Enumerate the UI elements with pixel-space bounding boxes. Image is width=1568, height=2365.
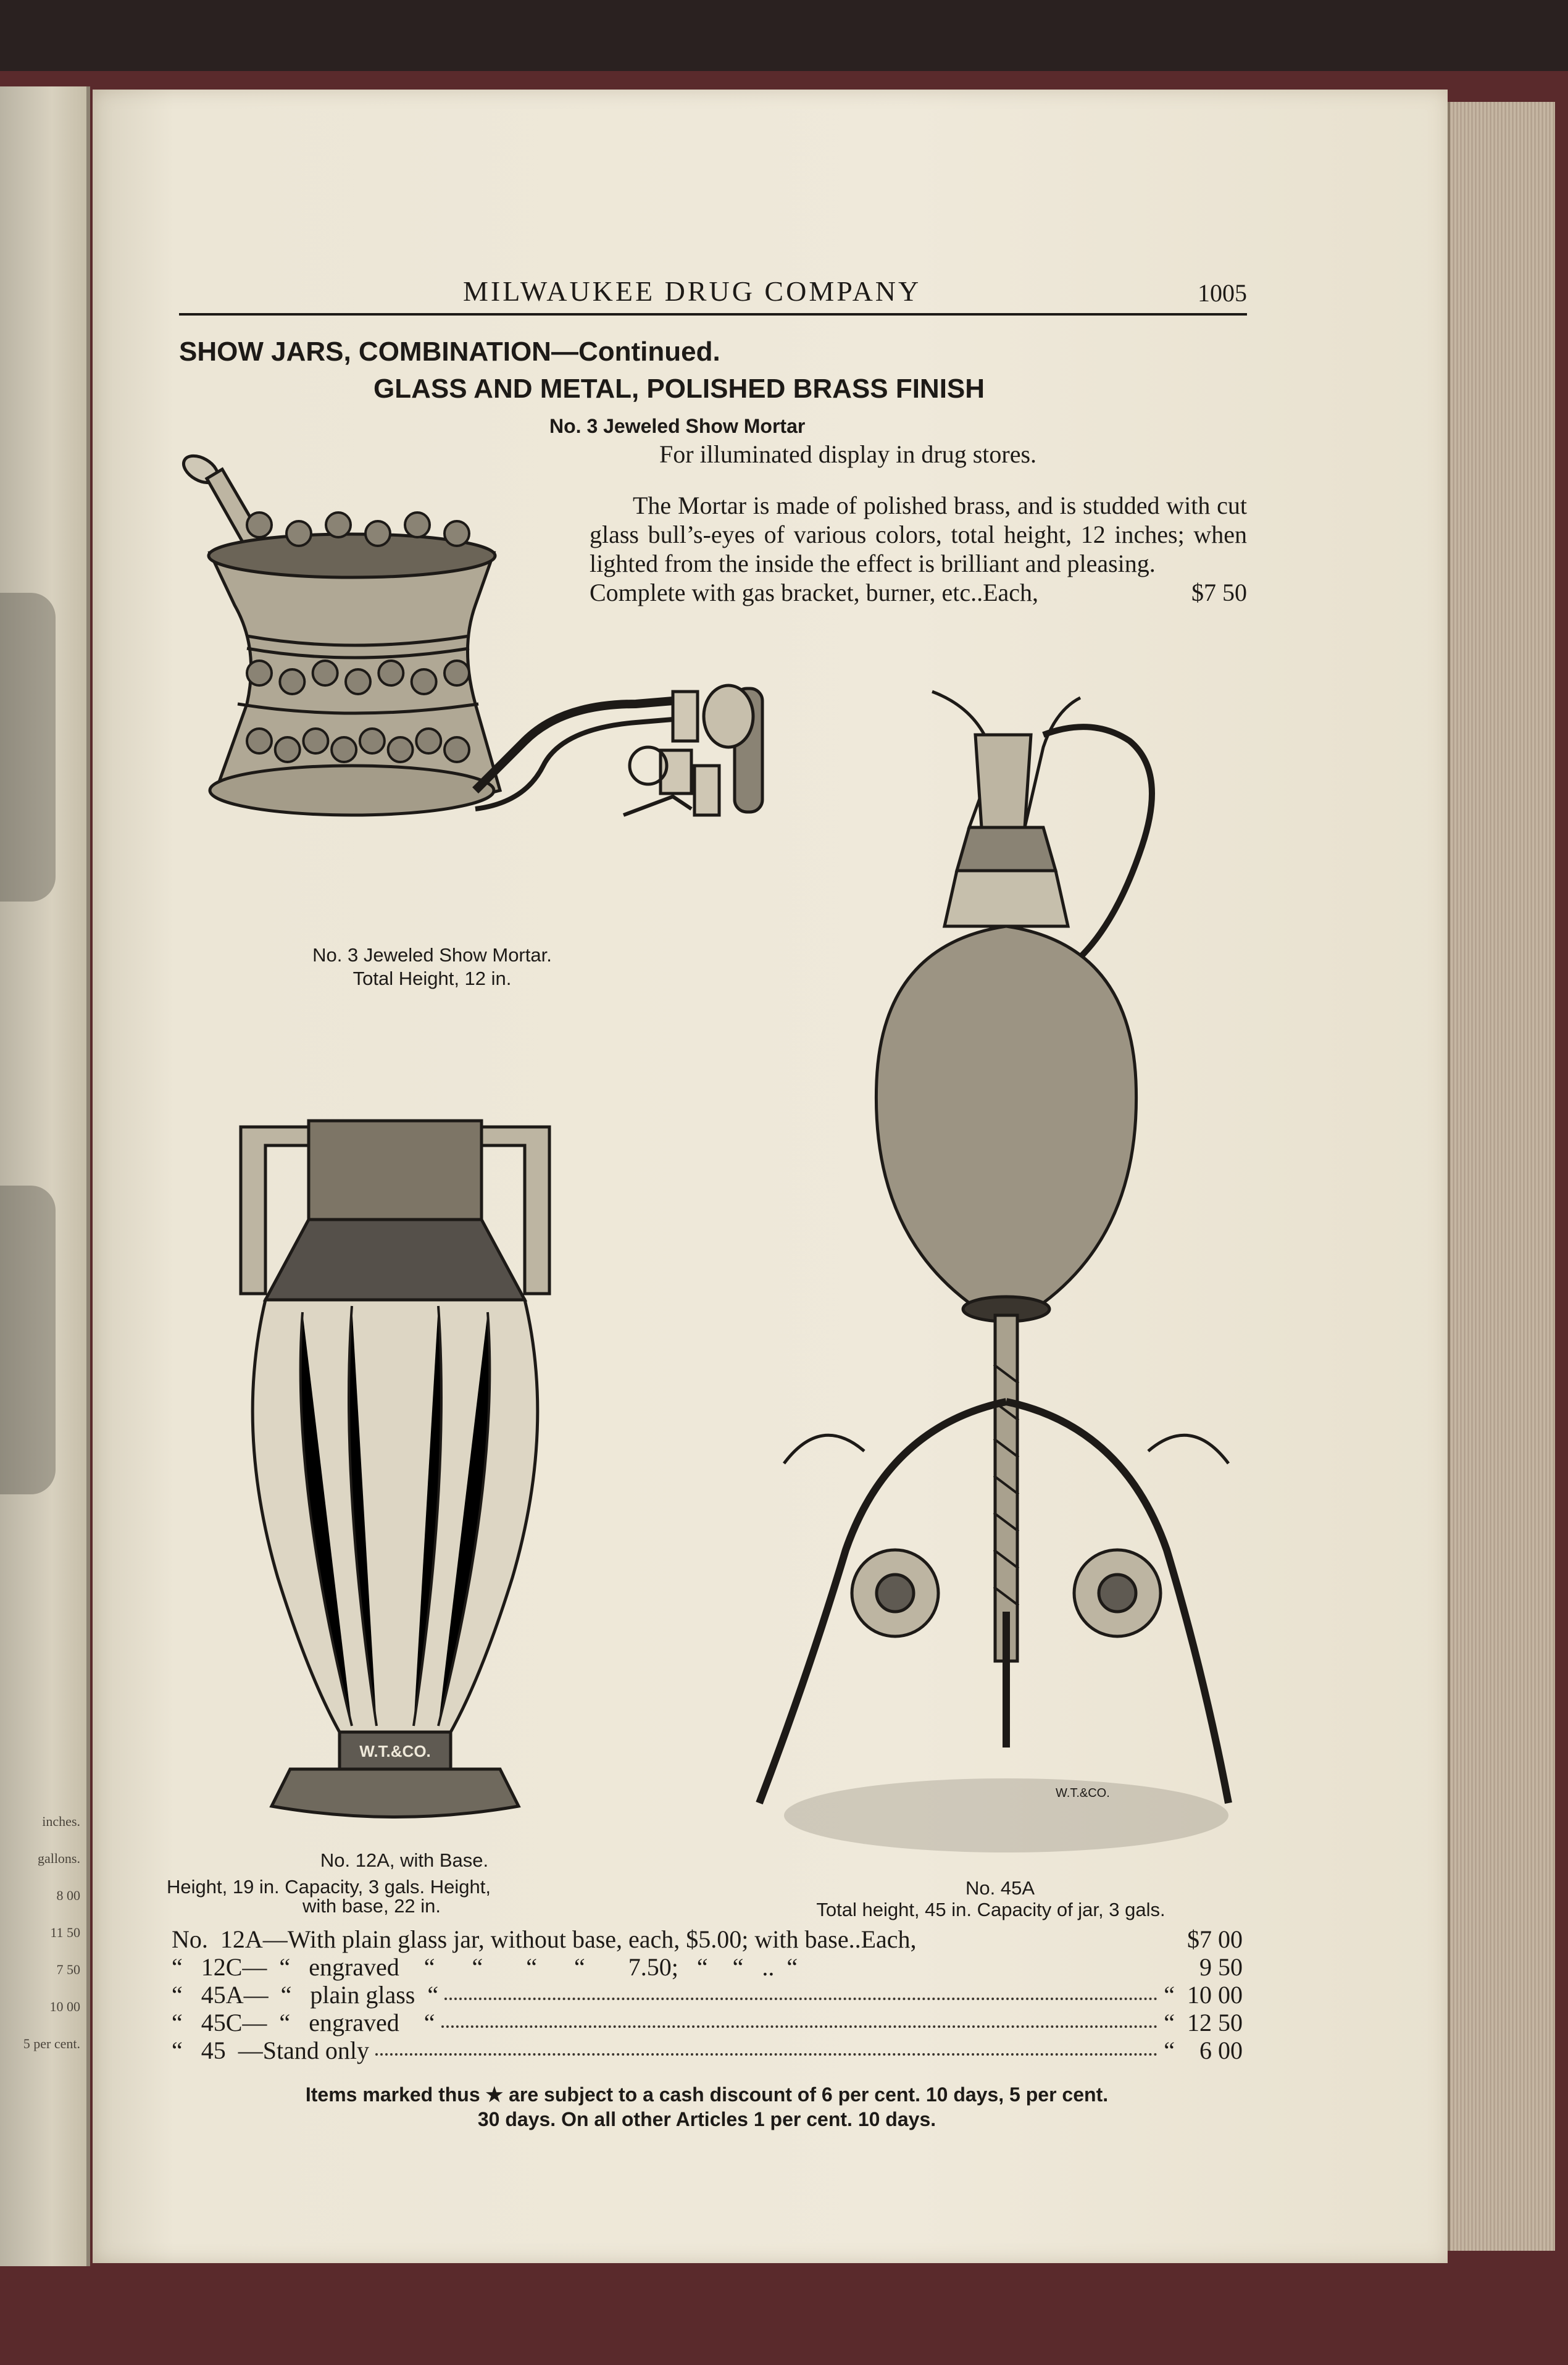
mortar-price-amount: $7 50 [1191,579,1247,606]
running-title: MILWAUKEE DRUG COMPANY [463,275,922,307]
price-row-description: “ 45 —Stand only [172,2036,369,2064]
price-row [172,1925,1243,1953]
jewel-stud [275,737,300,762]
jewel-stud [247,513,272,537]
section-subtitle: GLASS AND METAL, POLISHED BRASS FINISH [373,374,985,404]
jar-45a-caption-title: No. 45A [965,1877,1035,1899]
jewel-stud [286,521,311,546]
page-number: 1005 [1198,279,1247,307]
leader-dots [375,2036,1157,2056]
jewel-stud [444,661,469,685]
jewel-stud [365,521,390,546]
price-table [172,1925,1243,2064]
jewel-stud [346,669,370,694]
jar-12a-caption-height [167,1877,636,1915]
price-row-ditto: “ [1164,2036,1175,2064]
mortar-caption-line2: Total Height, 12 in. [352,968,512,989]
price-row-amount: 10 00 [1187,1981,1243,2009]
price-row-ditto: “ [1164,2009,1175,2036]
mortar-illustration [179,445,790,939]
price-row-ditto: “ [1164,1981,1175,2009]
jewel-stud [247,729,272,753]
jar-12a-caption-line2: with base, 22 in. [302,1895,441,1917]
running-head [179,275,1247,318]
facing-page-illustration-ghost [0,593,56,902]
jar-45a-base-mark: W.T.&CO. [1056,1786,1110,1800]
facing-page-illustration-ghost [0,1186,56,1494]
price-row-description: “ 45C— “ engraved “ [172,2009,435,2036]
price-row [172,2009,1243,2036]
leader-dots [444,1981,1157,2000]
jewel-stud [313,661,338,685]
jewel-stud [326,513,351,537]
price-row-description: “ 45A— “ plain glass “ [172,1981,439,2009]
jar-12a-band-mark: W.T.&CO. [359,1742,431,1760]
jar-12a-caption-title: No. 12A, with Base. [320,1849,489,1871]
jewel-stud [280,669,304,694]
product-title: No. 3 Jeweled Show Mortar [549,415,806,437]
jar-12a-caption-line1: Height, 19 in. Capacity, 3 gals. Height, [167,1876,491,1898]
footnote-line1: Items marked thus ★ are subject to a cash discount of 6 per cent. 10 days, 5 per cent. [305,2083,1109,2106]
page-block-edge [1448,102,1555,2251]
section-title: SHOW JARS, COMBINATION—Continued. [179,337,720,367]
jewel-stud [360,729,385,753]
facing-page-margin-text: inches. gallons. 8 00 11 50 7 50 10 00 5 per cent. [23,1814,80,2051]
jewel-stud [388,737,413,762]
price-row [172,1953,1243,1981]
mortar-caption [272,944,593,990]
price-row [172,1981,1243,2009]
product-tagline: For illuminated display in drug stores. [659,440,1037,468]
jewel-stud [378,661,403,685]
discount-footnote [170,2082,1244,2132]
jar-45a-caption-height: Total height, 45 in. Capacity of jar, 3 gals. [816,1899,1166,1920]
jewel-stud [405,513,430,537]
jewel-stud [444,521,469,546]
price-row [172,2036,1243,2064]
price-row-description: No. 12A—With plain glass jar, without base, each, $5.00; with base..Each, [172,1925,917,1953]
price-row-amount: $7 00 [1187,1925,1243,1953]
price-row-description: “ 12C— “ engraved “ “ “ “ 7.50; “ “ .. “ [172,1953,798,1981]
jewel-stud [412,669,436,694]
price-row-amount: 9 50 [1199,1953,1243,1981]
jewel-stud [332,737,356,762]
price-row-amount: 12 50 [1187,2009,1243,2036]
mortar-price-text: Complete with gas bracket, burner, etc..Each, [590,579,1039,606]
price-row-amount: 6 00 [1199,2036,1243,2064]
description-text: The Mortar is made of polished brass, and is studded with cut glass bull’s-eyes of various colors, total height, 12 inches; when lighted from the inside the effect is brilliant and pleasing. [590,492,1247,577]
leader-dots [441,2009,1158,2028]
jewel-stud [444,737,469,762]
jewel-stud [247,661,272,685]
jewel-stud [416,729,441,753]
jar-12a-illustration [228,1108,562,1831]
jewel-stud [303,729,328,753]
mortar-caption-line1: No. 3 Jeweled Show Mortar. [312,944,552,966]
footnote-line2: 30 days. On all other Articles 1 per cent. 10 days. [477,2108,936,2130]
jar-45a-illustration [735,685,1241,1859]
header-rule [179,313,1247,316]
facing-page-edge [0,86,90,2266]
